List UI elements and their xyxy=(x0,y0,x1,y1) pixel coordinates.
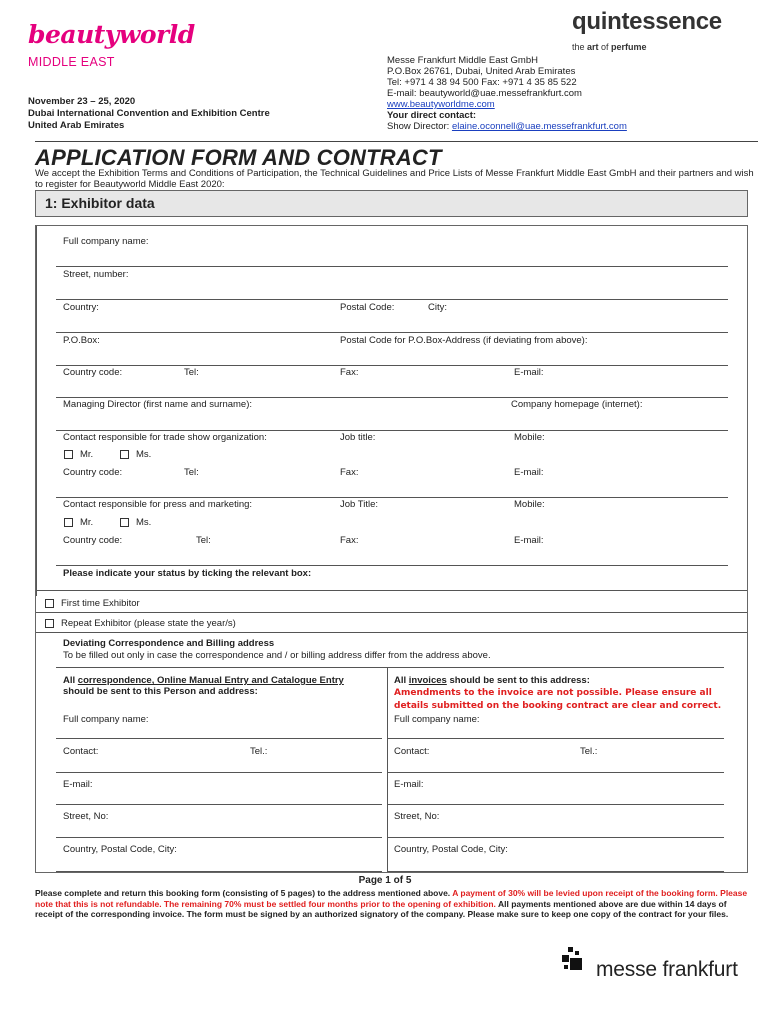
first-time-checkbox[interactable] xyxy=(45,599,54,608)
org-name: Messe Frankfurt Middle East GmbH xyxy=(387,55,538,66)
country-code-label: Country code: xyxy=(63,367,123,378)
company-name-field[interactable] xyxy=(56,266,728,267)
show-director-email-link[interactable]: elaine.oconnell@uae.messefrankfurt.com xyxy=(451,121,627,132)
quintessence-tagline: the art of perfume xyxy=(572,42,647,52)
invoice-heading: All invoices should be sent to this address: xyxy=(394,675,590,686)
quintessence-logo: quintessence xyxy=(572,8,722,35)
corr-contact-label: Contact: xyxy=(63,746,99,757)
corr-tel-label: Tel.: xyxy=(250,746,268,757)
trade-ms-label: Ms. xyxy=(136,449,152,460)
intro-text: We accept the Exhibition Terms and Conditions of Participation, the Technical Guidelines and Price Lists of Messe Frankfurt Middle East GmbH and their partners and wish to register for Beautyworld Middle East 2020: xyxy=(35,168,754,190)
press-tel-label: Tel: xyxy=(196,535,211,546)
inv-tel-label: Tel.: xyxy=(580,746,598,757)
repeat-label: Repeat Exhibitor (please state the year/s) xyxy=(61,618,236,629)
trade-contact-field[interactable] xyxy=(56,497,728,498)
city-label: City: xyxy=(428,302,447,313)
press-mr-checkbox[interactable] xyxy=(64,518,73,527)
invoice-warning: Amendments to the invoice are not possible. Please ensure all details submitted on the booking contract are clear and correct. xyxy=(394,688,722,711)
postal-code-label: Postal Code: xyxy=(340,302,395,313)
fax-label: Fax: xyxy=(340,367,359,378)
press-email-label: E-mail: xyxy=(514,535,544,546)
trade-mr-checkbox[interactable] xyxy=(64,450,73,459)
press-contact-label: Contact responsible for press and marketing: xyxy=(63,499,253,510)
pobox-field[interactable] xyxy=(56,365,728,366)
beautyworld-logo: beautyworld xyxy=(28,20,195,49)
inv-city-label: Country, Postal Code, City: xyxy=(394,844,508,855)
trade-mr-label: Mr. xyxy=(80,449,94,460)
trade-fax-label: Fax: xyxy=(340,467,359,478)
street-label: Street, number: xyxy=(63,269,129,280)
country-field[interactable] xyxy=(56,332,728,333)
job-title-label: Job title: xyxy=(340,432,376,443)
column-divider xyxy=(387,667,388,872)
inv-email-field[interactable] xyxy=(388,804,724,805)
pobox-label: P.O.Box: xyxy=(63,335,100,346)
event-dates: November 23 – 25, 2020 xyxy=(28,96,136,107)
corr-company-label: Full company name: xyxy=(63,714,149,725)
divider xyxy=(36,632,747,633)
inv-company-field[interactable] xyxy=(388,738,724,739)
phone-row-field[interactable] xyxy=(56,397,728,398)
section-title: 1: Exhibitor data xyxy=(45,195,155,211)
event-venue: Dubai International Convention and Exhibition Centre xyxy=(28,108,270,119)
pobox-postal-label: Postal Code for P.O.Box-Address (if deviating from above): xyxy=(340,335,588,346)
exhibitor-form xyxy=(35,225,748,873)
inv-city-field[interactable] xyxy=(388,871,724,872)
deviating-subtitle: To be filled out only in case the correspondence and / or billing address differ from the address above. xyxy=(63,650,491,661)
trade-ms-checkbox[interactable] xyxy=(120,450,129,459)
inv-email-label: E-mail: xyxy=(394,779,424,790)
street-field[interactable] xyxy=(56,299,728,300)
mobile-label: Mobile: xyxy=(514,432,545,443)
homepage-label: Company homepage (internet): xyxy=(511,399,643,410)
messe-frankfurt-logo: messe frankfurt xyxy=(596,958,738,981)
org-website-link[interactable]: www.beautyworldme.com xyxy=(387,99,495,110)
event-country: United Arab Emirates xyxy=(28,120,125,131)
header-divider xyxy=(35,141,758,142)
trade-country-code-label: Country code: xyxy=(63,467,123,478)
email-label: E-mail: xyxy=(514,367,544,378)
repeat-checkbox[interactable] xyxy=(45,619,54,628)
correspondence-heading: All correspondence, Online Manual Entry and Catalogue Entry should be sent to this Person and address: xyxy=(63,675,344,697)
direct-contact-label: Your direct contact: xyxy=(387,110,477,121)
divider xyxy=(36,226,37,596)
trade-email-label: E-mail: xyxy=(514,467,544,478)
org-tel: Tel: +971 4 38 94 500 Fax: +971 4 35 85 522 xyxy=(387,77,577,88)
corr-city-field[interactable] xyxy=(56,871,382,872)
press-fax-label: Fax: xyxy=(340,535,359,546)
trade-tel-label: Tel: xyxy=(184,467,199,478)
org-email: E-mail: beautyworld@uae.messefrankfurt.com xyxy=(387,88,582,99)
director-field[interactable] xyxy=(56,430,728,431)
footer-notice: Please complete and return this booking form (consisting of 5 pages) to the address mentioned above. A payment of 30% will be levied upon receipt of the booking form. Please note that this is not refundable. The remaining 70% must be settled four months prior to the opening of exhibition. All payments mentioned above are due within 14 days of receipt of the corresponding invoice. The form must be signed by an authorized signatory of the company. Please make sure to keep one copy of the contract for your files. xyxy=(35,888,748,919)
press-mr-label: Mr. xyxy=(80,517,94,528)
messe-frankfurt-logo-icon xyxy=(560,945,596,984)
trade-contact-label: Contact responsible for trade show organization: xyxy=(63,432,267,443)
section-header-exhibitor xyxy=(35,190,748,217)
divider xyxy=(36,612,747,613)
country-label: Country: xyxy=(63,302,99,313)
corr-company-field[interactable] xyxy=(56,738,382,739)
page-number: Page 1 of 5 xyxy=(358,875,412,886)
press-ms-label: Ms. xyxy=(136,517,152,528)
press-contact-field[interactable] xyxy=(56,565,728,566)
tel-label: Tel: xyxy=(184,367,199,378)
status-prompt: Please indicate your status by ticking the relevant box: xyxy=(63,568,312,579)
divider xyxy=(56,667,724,668)
press-ms-checkbox[interactable] xyxy=(120,518,129,527)
inv-contact-label: Contact: xyxy=(394,746,430,757)
corr-street-field[interactable] xyxy=(56,837,382,838)
company-name-label: Full company name: xyxy=(63,236,149,247)
corr-email-field[interactable] xyxy=(56,804,382,805)
inv-company-label: Full company name: xyxy=(394,714,480,725)
corr-street-label: Street, No: xyxy=(63,811,109,822)
inv-contact-field[interactable] xyxy=(388,772,724,773)
press-job-title-label: Job Title: xyxy=(340,499,379,510)
show-director: Show Director: elaine.oconnell@uae.messefrankfurt.com xyxy=(387,121,627,132)
divider xyxy=(36,590,747,591)
event-info xyxy=(28,96,270,132)
corr-email-label: E-mail: xyxy=(63,779,93,790)
org-pobox: P.O.Box 26761, Dubai, United Arab Emirates xyxy=(387,66,576,77)
press-mobile-label: Mobile: xyxy=(514,499,545,510)
corr-contact-field[interactable] xyxy=(56,772,382,773)
inv-street-field[interactable] xyxy=(388,837,724,838)
page-title: APPLICATION FORM AND CONTRACT xyxy=(35,145,442,170)
inv-street-label: Street, No: xyxy=(394,811,440,822)
logo-region: MIDDLE EAST xyxy=(28,55,115,69)
first-time-label: First time Exhibitor xyxy=(61,598,140,609)
organizer-address xyxy=(387,55,627,132)
managing-director-label: Managing Director (first name and surname): xyxy=(63,399,253,410)
press-country-code-label: Country code: xyxy=(63,535,123,546)
corr-city-label: Country, Postal Code, City: xyxy=(63,844,177,855)
deviating-title: Deviating Correspondence and Billing address xyxy=(63,638,275,649)
